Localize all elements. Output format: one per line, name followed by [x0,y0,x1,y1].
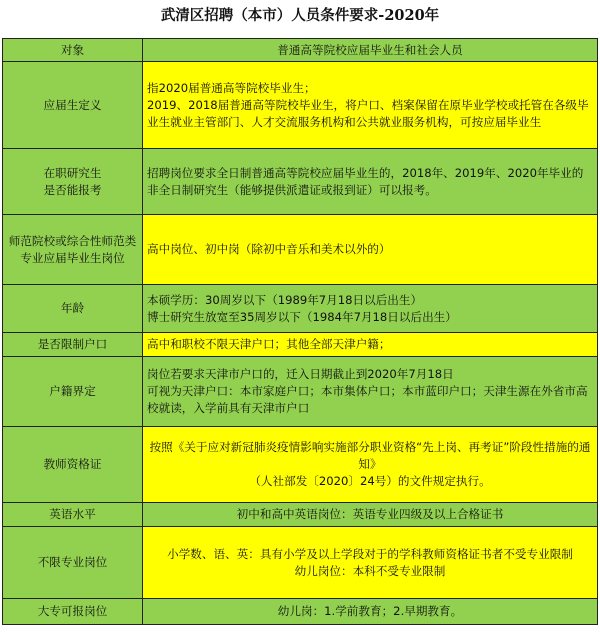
header-label-cell: 对象 [3,39,143,62]
table-row-hukou-restriction [3,333,598,357]
row-label: 不限专业岗位 [3,527,143,599]
row-content [143,599,598,625]
row-content [143,527,598,599]
row-content [143,503,598,527]
table-row-hukou-definition [3,357,598,427]
row-content [143,357,598,427]
table-row-age [3,285,598,333]
row-content [143,427,598,503]
content-line: 招聘岗位要求全日制普通高等院校应届毕业生的，2018年、2019年、2020年毕业的非全日制研究生（能够提供派遣证或报到证）可以报考。 [147,165,584,197]
content-line: 可视为天津户口：本市家庭户口；本市集体户口；本市蓝印户口；天津生源在外省市高校就读，入学前具有天津市户口 [147,384,588,415]
row-content [143,149,598,215]
table-row-teacher-certificate [3,427,598,503]
table-row-unrestricted-major-positions [3,527,598,599]
row-label: 英语水平 [3,503,143,527]
content-line: 本硕学历：30周岁以下（1989年7月18日以后出生） [147,292,423,307]
content-line: 2019、2018届普通高等院校毕业生，将户口、档案保留在原毕业学校或托管在各级毕业生就业主管部门、人才交流服务机构和公共就业服务机构，可按应届毕业生 [147,97,589,129]
content-line: 按照《关于应对新冠肺炎疫情影响实施部分职业资格“先上岗、再考证”阶段性措施的通知》 [149,440,591,471]
table-header-row [3,39,598,62]
content-line: 博士研究生放宽至35周岁以下（1984年7月18日以后出生） [147,309,457,324]
header-value-cell: 普通高等院校应届毕业生和社会人员 [143,39,598,62]
table-row-normal-university-positions [3,215,598,285]
row-content [143,285,598,333]
content-line: 高中和职校不限天津户口；其他全部天津户籍； [147,337,391,351]
content-line: 高中岗位、初中岗（除初中音乐和美术以外的） [147,242,391,256]
content-line: （人社部发〔2020〕24号）的文件规定执行。 [249,474,491,488]
table-row-graduate-definition [3,62,598,149]
content-line: 指2020届普通高等院校毕业生； [147,80,316,95]
row-label: 年龄 [3,285,143,333]
content-line: 小学数、语、英：具有小学及以上学段对于的学科教师资格证书者不受专业限制 [167,546,573,561]
row-label: 户籍界定 [3,357,143,427]
content-line: 初中和高中英语岗位：英语专业四级及以上合格证书 [236,507,504,521]
content-line: 岗位若要求天津市户口的，迁入日期截止到2020年7月18日 [147,367,454,381]
requirements-table [2,38,598,625]
row-label-text: 在职研究生 是否能报考 [43,165,102,197]
row-content [143,333,598,357]
table-row-junior-college-positions [3,599,598,625]
row-content [143,215,598,285]
table-row-english-level [3,503,598,527]
page-title: 武清区招聘（本市）人员条件要求-2020年 [160,7,440,24]
content-line: 幼儿岗位：本科不受专业限制 [294,563,446,578]
row-label: 大专可报岗位 [3,599,143,625]
row-label: 师范院校或综合性师范类专业应届毕业生岗位 [3,215,143,285]
content-line: 幼儿岗：1.学前教育；2.早期教育。 [277,604,463,618]
table-row-part-time-postgraduate [3,149,598,215]
row-label: 应届生定义 [3,62,143,149]
row-label: 是否限制户口 [3,333,143,357]
row-label: 教师资格证 [3,427,143,503]
row-content [143,62,598,149]
row-label [3,149,143,215]
